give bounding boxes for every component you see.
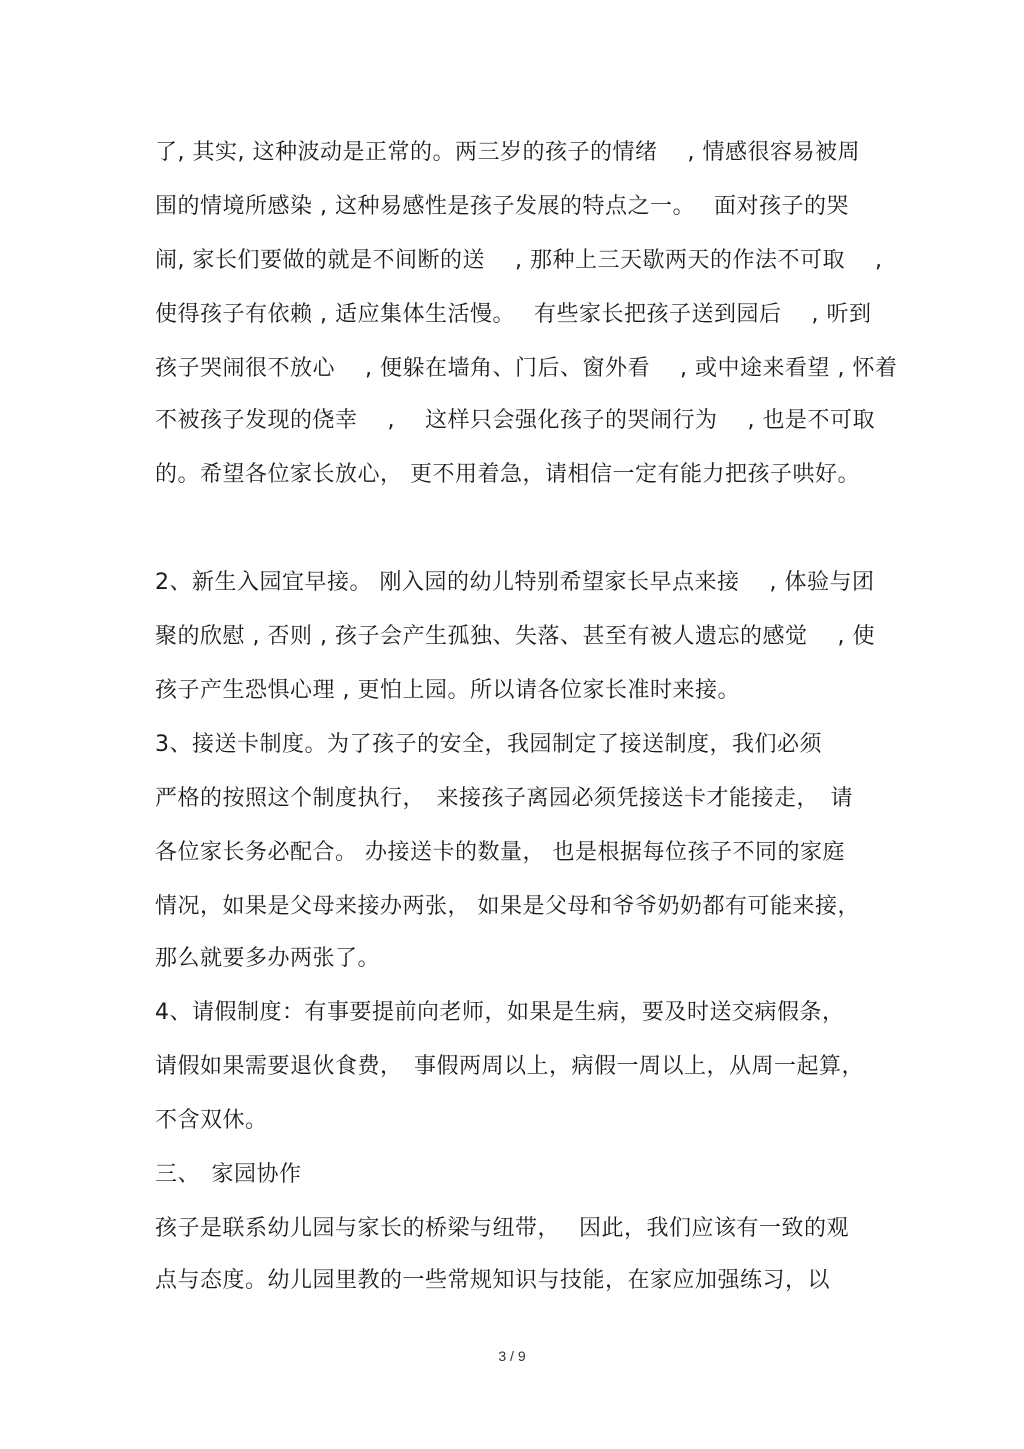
text-line: 的。希望各位家长放心， 更不用着急，请相信一定有能力把孩子哄好。 [155, 462, 860, 487]
text-line: 请假如果需要退伙食费， 事假两周以上，病假一周以上，从周一起算， [155, 1054, 865, 1079]
text-line: 孩子哭闹很不放心 , 便躲在墙角、门后、窗外看 , 或中途来看望 , 怀着 [155, 356, 898, 381]
text-line: 2、新生入园宜早接。 刚入园的幼儿特别希望家长早点来接 , 体验与团 [155, 570, 875, 595]
text-line: 情况，如果是父母来接办两张， 如果是父母和爷爷奶奶都有可能来接， [155, 894, 860, 919]
text-line: 使得孩子有依赖 , 适应集体生活慢。 有些家长把孩子送到园后 , 听到 [155, 302, 872, 327]
text-line: 了, 其实, 这种波动是正常的。两三岁的孩子的情绪 , 情感很容易被周 [155, 140, 860, 165]
text-line: 闹, 家长们要做的就是不间断的送 , 那种上三天歇两天的作法不可取 , [155, 248, 883, 273]
text-line: 孩子是联系幼儿园与家长的桥梁与纽带， 因此，我们应该有一致的观 [155, 1216, 849, 1241]
text-line: 不含双休。 [155, 1108, 268, 1133]
text-line: 各位家长务必配合。 办接送卡的数量， 也是根据每位孩子不同的家庭 [155, 840, 845, 865]
text-line: 4、请假制度：有事要提前向老师，如果是生病，要及时送交病假条， [155, 1000, 845, 1025]
text-line: 聚的欣慰 , 否则 , 孩子会产生孤独、失落、甚至有被人遗忘的感觉 , 使 [155, 624, 875, 649]
text-line: 3、接送卡制度。为了孩子的安全，我园制定了接送制度，我们必须 [155, 732, 822, 757]
text-line: 不被孩子发现的侥幸 , 这样只会强化孩子的哭闹行为 , 也是不可取 [155, 408, 875, 433]
text-line: 点与态度。幼儿园里教的一些常规知识与技能，在家应加强练习，以 [155, 1268, 831, 1293]
text-line: 孩子产生恐惧心理 , 更怕上园。所以请各位家长准时来接。 [155, 678, 740, 703]
section-heading: 三、 家园协作 [155, 1162, 302, 1187]
text-line: 严格的按照这个制度执行， 来接孩子离园必须凭接送卡才能接走， 请 [155, 786, 854, 811]
text-line: 那么就要多办两张了。 [155, 946, 381, 971]
text-line: 围的情境所感染 , 这种易感性是孩子发展的特点之一。 面对孩子的哭 [155, 194, 849, 219]
page-number: 3 / 9 [498, 1348, 526, 1364]
